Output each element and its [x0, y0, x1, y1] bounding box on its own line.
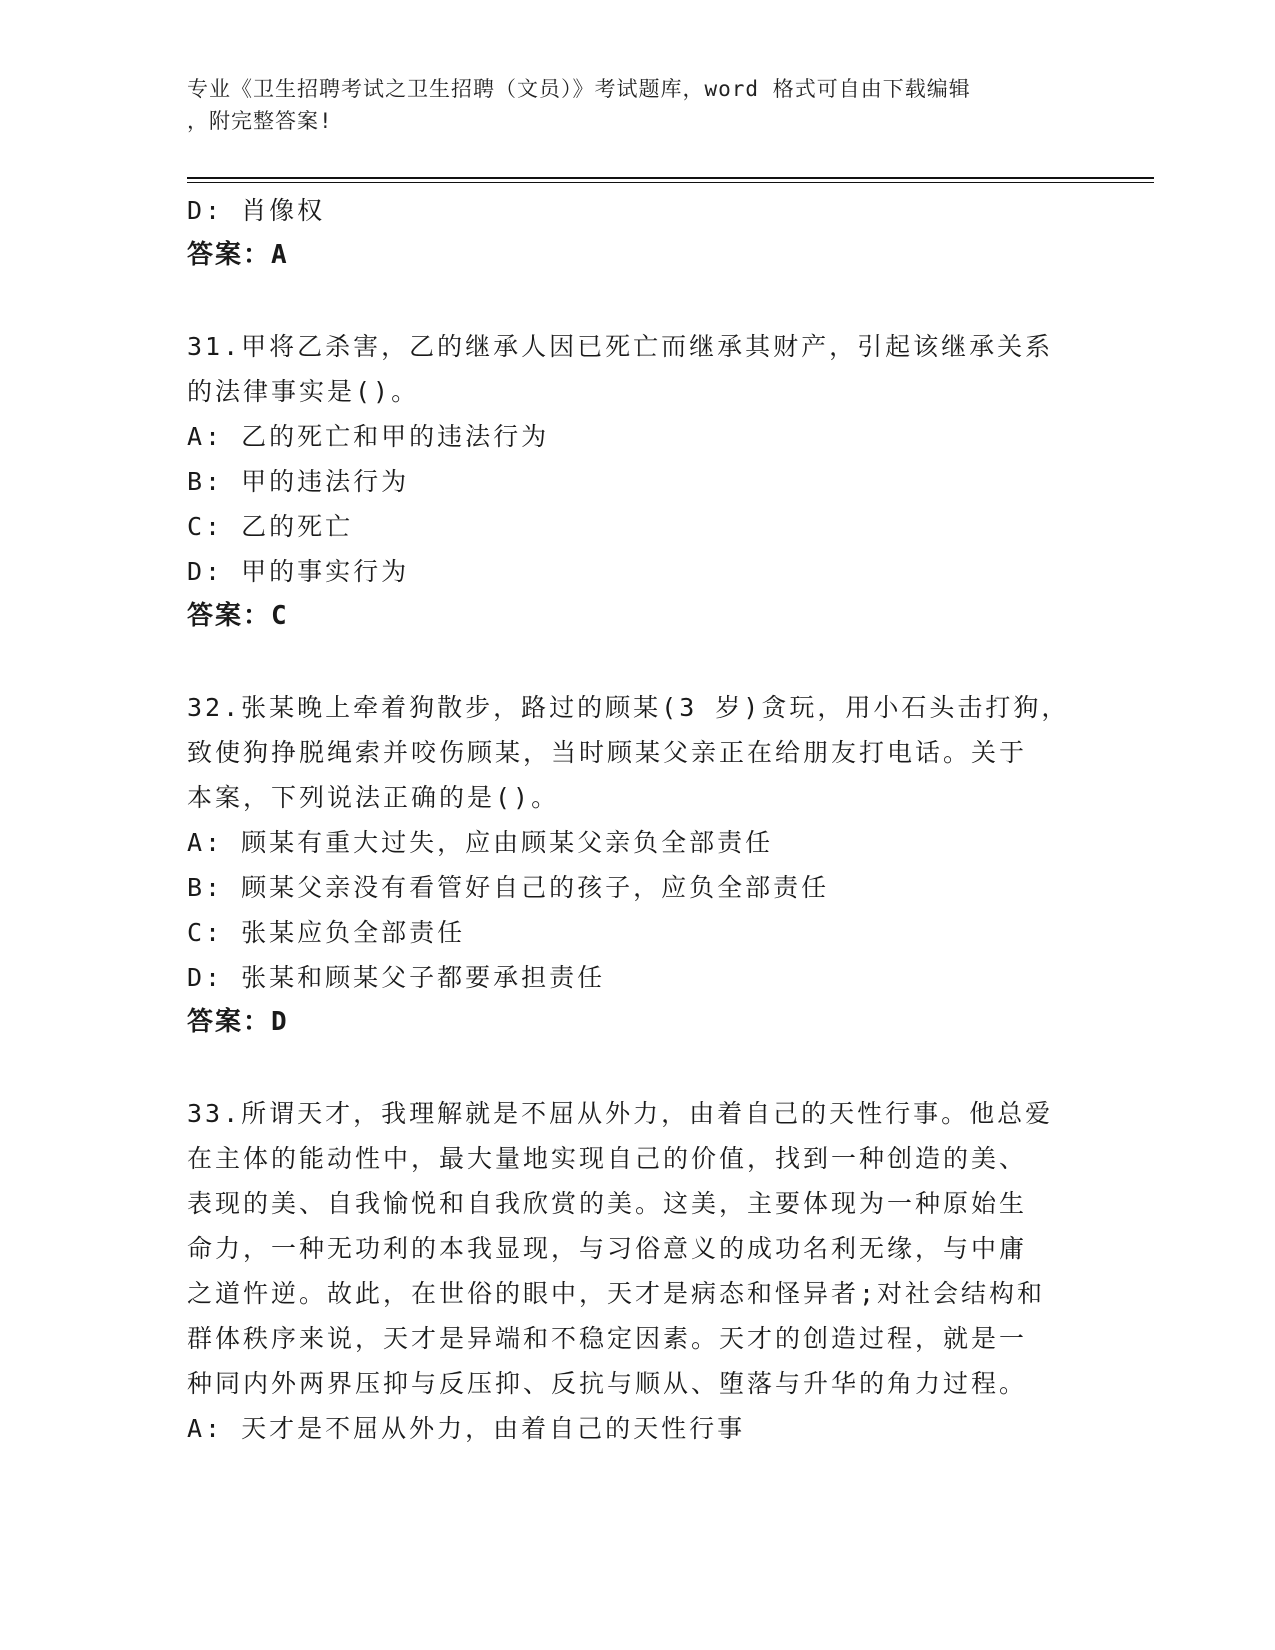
question-text: 33.所谓天才，我理解就是不屈从外力，由着自己的天性行事。他总爱 [187, 1099, 1054, 1128]
question-text: 群体秩序来说，天才是异端和不稳定因素。天才的创造过程，就是一 [187, 1324, 1028, 1353]
header-rule-thick [187, 177, 1154, 179]
question-content [187, 188, 1087, 1451]
question-31 [187, 324, 1087, 639]
option-b: B: 顾某父亲没有看管好自己的孩子，应负全部责任 [187, 873, 830, 902]
question-text: 32.张某晚上牵着狗散步，路过的顾某(3 岁)贪玩，用小石头击打狗， [187, 693, 1070, 722]
question-text: 命力，一种无功利的本我显现，与习俗意义的成功名利无缘，与中庸 [187, 1234, 1028, 1263]
spacer [187, 278, 1087, 324]
option-a: A: 天才是不屈从外力，由着自己的天性行事 [187, 1414, 746, 1443]
answer: 答案：A [187, 240, 289, 270]
option-a: A: 乙的死亡和甲的违法行为 [187, 422, 550, 451]
question-text: 31.甲将乙杀害，乙的继承人因已死亡而继承其财产，引起该继承关系 [187, 332, 1054, 361]
header-rule-thin [187, 182, 1154, 183]
option-a: A: 顾某有重大过失，应由顾某父亲负全部责任 [187, 828, 774, 857]
option-b: B: 甲的违法行为 [187, 467, 410, 496]
option-c: C: 张某应负全部责任 [187, 918, 466, 947]
option-d: D: 甲的事实行为 [187, 557, 410, 586]
question-text: 种同内外两界压抑与反压抑、反抗与顺从、堕落与升华的角力过程。 [187, 1369, 1028, 1398]
answer: 答案：D [187, 1007, 289, 1037]
option-c: C: 乙的死亡 [187, 512, 354, 541]
option-d: D: 肖像权 [187, 196, 326, 225]
spacer [187, 1045, 1087, 1091]
question-text: 表现的美、自我愉悦和自我欣赏的美。这美，主要体现为一种原始生 [187, 1189, 1028, 1218]
question-30 [187, 188, 1087, 278]
option-d: D: 张某和顾某父子都要承担责任 [187, 963, 606, 992]
question-32 [187, 685, 1087, 1045]
question-33 [187, 1091, 1087, 1451]
page-header [187, 73, 1087, 137]
question-text: 本案，下列说法正确的是()。 [187, 783, 560, 812]
question-text: 的法律事实是()。 [187, 377, 420, 406]
answer: 答案：C [187, 601, 289, 631]
question-text: 之道忤逆。故此，在世俗的眼中，天才是病态和怪异者;对社会结构和 [187, 1279, 1046, 1308]
question-text: 致使狗挣脱绳索并咬伤顾某，当时顾某父亲正在给朋友打电话。关于 [187, 738, 1028, 767]
header-line-1: 专业《卫生招聘考试之卫生招聘（文员）》考试题库，word 格式可自由下载编辑 [187, 77, 971, 101]
spacer [187, 639, 1087, 685]
question-text: 在主体的能动性中，最大量地实现自己的价值，找到一种创造的美、 [187, 1144, 1028, 1173]
header-line-2: ，附完整答案! [187, 109, 333, 133]
